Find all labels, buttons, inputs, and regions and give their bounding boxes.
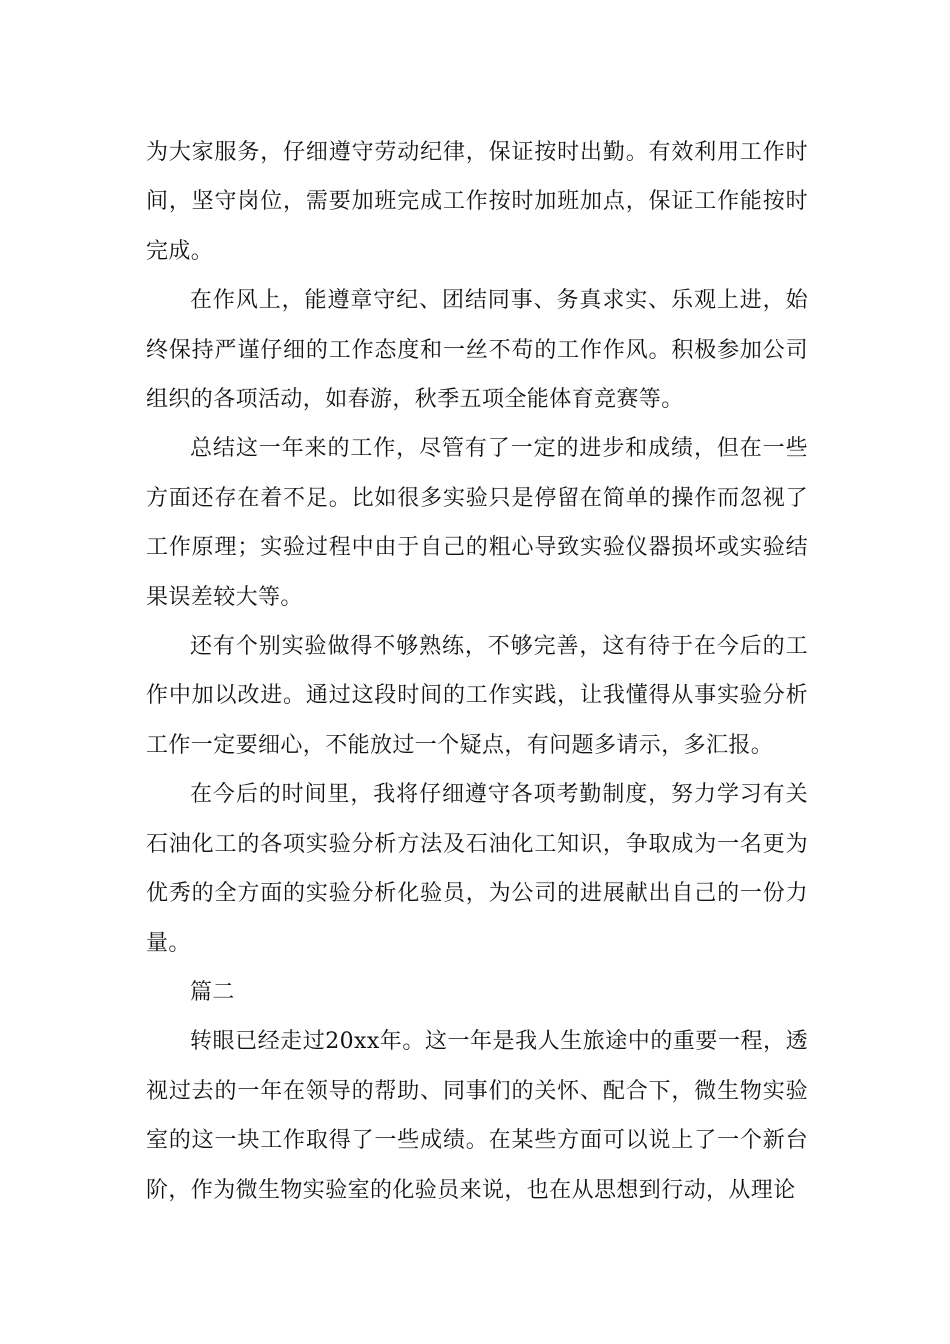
paragraph-2: 在作风上，能遵章守纪、团结同事、务真求实、乐观上进，始终保持严谨仔细的工作态度和一丝不苟的工作作风。积极参加公司组织的各项活动，如春游，秋季五项全能体育竞赛等。: [146, 288, 808, 413]
document-body: [146, 128, 808, 1215]
paragraph-5: 在今后的时间里，我将仔细遵守各项考勤制度，努力学习有关石油化工的各项实验分析方法及石油化工知识，争取成为一名更为优秀的全方面的实验分析化验员，为公司的进展献出自己的一份力量。: [146, 782, 808, 956]
paragraph-3: 总结这一年来的工作，尽管有了一定的进步和成绩，但在一些方面还存在着不足。比如很多实验只是停留在简单的操作而忽视了工作原理；实验过程中由于自己的粗心导致实验仪器损坏或实验结果误差较大等。: [146, 436, 808, 610]
paragraph-6: 转眼已经走过20xx年。这一年是我人生旅途中的重要一程，透视过去的一年在领导的帮助、同事们的关怀、配合下，微生物实验室的这一块工作取得了一些成绩。在某些方面可以说上了一个新台阶，作为微生物实验室的化验员来说，也在从思想到行动，从理论: [146, 1029, 808, 1203]
paragraph-4: 还有个别实验做得不够熟练，不够完善，这有待于在今后的工作中加以改进。通过这段时间的工作实践，让我懂得从事实验分析工作一定要细心，不能放过一个疑点，有问题多请示，多汇报。: [146, 634, 808, 758]
paragraph-1: 为大家服务，仔细遵守劳动纪律，保证按时出勤。有效利用工作时间，坚守岗位，需要加班完成工作按时加班加点，保证工作能按时完成。: [146, 140, 808, 264]
section-heading-part-two: 篇二: [190, 979, 235, 1005]
